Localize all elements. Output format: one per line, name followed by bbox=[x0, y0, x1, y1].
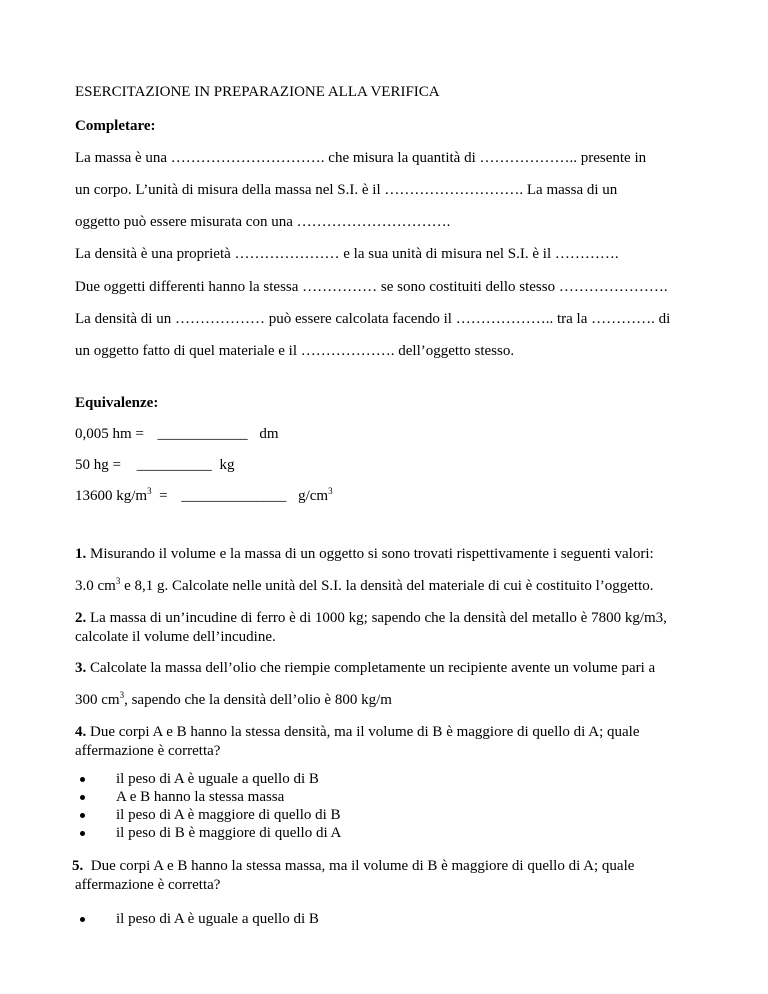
problem-4-option-3: il peso di A è maggiore di quello di B bbox=[116, 807, 341, 823]
equivalenza-left: 0,005 hm = bbox=[75, 426, 144, 442]
completare-line-6: La densità di un ……………… può essere calcolata facendo il ……………….. tra la …………. di bbox=[75, 311, 671, 327]
problem-4-line-1: 4. Due corpi A e B hanno la stessa densità, ma il volume di B è maggiore di quello di A; quale bbox=[75, 724, 640, 740]
equivalenza-left: 13600 $kg/m^3$ = bbox=[75, 486, 168, 504]
problem-number: 1. bbox=[75, 546, 87, 562]
equivalenza-unit: dm bbox=[259, 426, 279, 442]
equivalenza-row-3 bbox=[75, 487, 333, 505]
equivalenza-blank[interactable]: ______________ bbox=[181, 488, 287, 504]
bullet-icon bbox=[80, 795, 85, 800]
bullet-icon bbox=[80, 917, 85, 922]
equivalenza-row-2 bbox=[75, 456, 234, 474]
equivalenza-row-1 bbox=[75, 425, 279, 443]
bullet-icon bbox=[80, 813, 85, 818]
equivalenza-left: 50 hg = bbox=[75, 457, 121, 473]
equivalenza-unit: kg bbox=[219, 457, 235, 473]
equivalenza-blank[interactable]: ____________ bbox=[157, 426, 248, 442]
completare-line-2: un corpo. L’unità di misura della massa nel S.I. è il ………………………. La massa di un bbox=[75, 182, 618, 198]
problem-2-line-2: calcolate il volume dell’incudine. bbox=[75, 629, 276, 645]
document-title: ESERCITAZIONE IN PREPARAZIONE ALLA VERIFICA bbox=[75, 84, 440, 100]
equivalenze-heading: Equivalenze: bbox=[75, 395, 159, 411]
problem-4-option-1: il peso di A è uguale a quello di B bbox=[116, 771, 319, 787]
completare-line-7: un oggetto fatto di quel materiale e il ………………. dell’oggetto stesso. bbox=[75, 343, 515, 359]
problem-5-option-1: il peso di A è uguale a quello di B bbox=[116, 911, 319, 927]
problem-number: 4. bbox=[75, 724, 87, 740]
problem-5-line-1: 5. Due corpi A e B hanno la stessa massa, ma il volume di B è maggiore di quello di A; quale bbox=[72, 858, 635, 874]
problem-number: 5. bbox=[72, 858, 84, 874]
problem-4-option-4: il peso di B è maggiore di quello di A bbox=[116, 825, 342, 841]
completare-line-5: Due oggetti differenti hanno la stessa …………… se sono costituiti dello stesso …………………. bbox=[75, 279, 668, 295]
problem-4-option-2: A e B hanno la stessa massa bbox=[116, 789, 285, 805]
equivalenza-unit: $g/cm^3$ bbox=[298, 486, 333, 504]
completare-line-1: La massa è una …………………………. che misura la quantità di ……………….. presente in bbox=[75, 150, 647, 166]
problem-4-line-2: affermazione è corretta? bbox=[75, 743, 221, 759]
bullet-icon bbox=[80, 777, 85, 782]
problem-3-line-2: 300 $cm^3$, sapendo che la densità dell’olio è 800 kg/m bbox=[75, 690, 392, 708]
completare-heading: Completare: bbox=[75, 118, 156, 134]
problem-2-line-1: 2. La massa di un’incudine di ferro è di 1000 kg; sapendo che la densità del metallo è 7800 kg/m3, bbox=[75, 610, 667, 626]
completare-line-3: oggetto può essere misurata con una …………………………. bbox=[75, 214, 451, 230]
problem-3-line-1: 3. Calcolate la massa dell’olio che riempie completamente un recipiente avente un volume pari a bbox=[75, 660, 656, 676]
problem-number: 2. bbox=[75, 610, 87, 626]
problem-1-line-2: 3.0 $cm^3$ e 8,1 g. Calcolate nelle unità del S.I. la densità del materiale di cui è costituito l’oggetto. bbox=[75, 576, 654, 594]
completare-line-4: La densità è una proprietà ………………… e la sua unità di misura nel S.I. è il …………. bbox=[75, 246, 619, 262]
problem-1-line-1: 1. Misurando il volume e la massa di un oggetto si sono trovati rispettivamente i seguenti valori: bbox=[75, 546, 654, 562]
problem-5-line-2: affermazione è corretta? bbox=[75, 877, 221, 893]
equivalenza-blank[interactable]: __________ bbox=[136, 457, 212, 473]
bullet-icon bbox=[80, 831, 85, 836]
problem-number: 3. bbox=[75, 660, 87, 676]
